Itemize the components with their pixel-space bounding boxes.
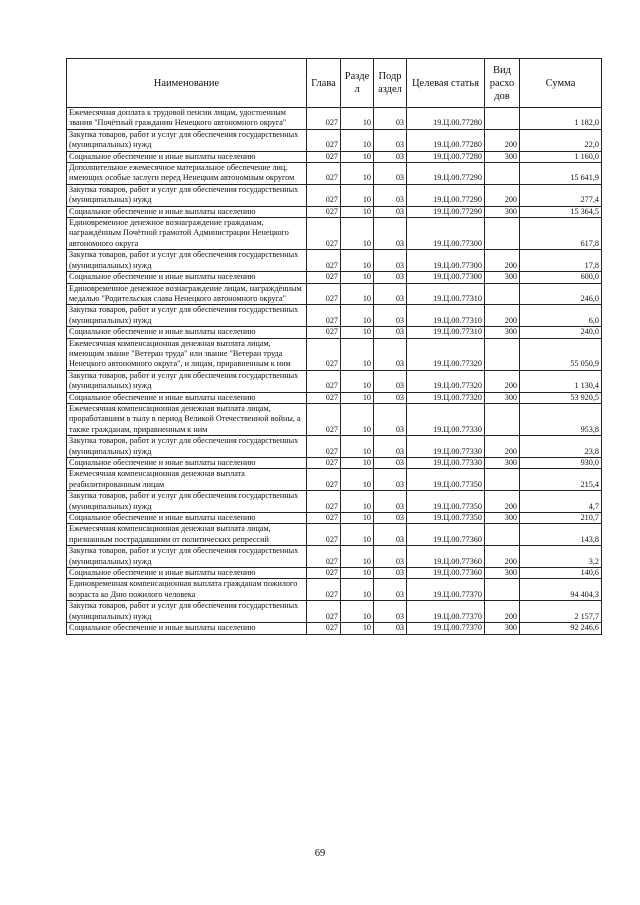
table-row	[67, 327, 602, 338]
cell-podrazdel: 03	[374, 579, 407, 601]
cell-glava: 027	[307, 469, 341, 491]
header-podrazdel: Подр аздел	[374, 59, 407, 108]
cell-name: Социальное обеспечение и иные выплаты населению	[67, 568, 307, 579]
cell-podrazdel: 03	[374, 272, 407, 283]
cell-summa: 210,7	[520, 513, 602, 524]
cell-razdel: 10	[341, 305, 374, 327]
cell-podrazdel: 03	[374, 108, 407, 130]
cell-summa: 246,0	[520, 283, 602, 305]
cell-celevaya-statya: 19.Ц.00.77280	[407, 129, 485, 151]
cell-celevaya-statya: 19.Ц.00.77350	[407, 469, 485, 491]
cell-glava: 027	[307, 305, 341, 327]
cell-name: Социальное обеспечение и иные выплаты населению	[67, 151, 307, 162]
cell-celevaya-statya: 19.Ц.00.77360	[407, 524, 485, 546]
cell-razdel: 10	[341, 272, 374, 283]
cell-celevaya-statya: 19.Ц.00.77330	[407, 436, 485, 458]
cell-celevaya-statya: 19.Ц.00.77360	[407, 568, 485, 579]
table-row	[67, 283, 602, 305]
cell-glava: 027	[307, 546, 341, 568]
cell-glava: 027	[307, 108, 341, 130]
cell-vid-rashodov: 200	[485, 546, 520, 568]
cell-razdel: 10	[341, 524, 374, 546]
cell-podrazdel: 03	[374, 327, 407, 338]
cell-vid-rashodov: 200	[485, 436, 520, 458]
table-row	[67, 129, 602, 151]
table-row	[67, 184, 602, 206]
table-row	[67, 524, 602, 546]
table-row	[67, 305, 602, 327]
cell-name: Закупка товаров, работ и услуг для обеспечения государственных (муниципальных) нужд	[67, 250, 307, 272]
cell-glava: 027	[307, 218, 341, 250]
cell-vid-rashodov: 300	[485, 392, 520, 403]
cell-name: Единовременное денежное вознаграждение гражданам, награждённым Почётной грамотой Администрации Ненецкого автономного округа	[67, 218, 307, 250]
cell-vid-rashodov: 200	[485, 491, 520, 513]
cell-podrazdel: 03	[374, 129, 407, 151]
cell-razdel: 10	[341, 469, 374, 491]
table-row	[67, 338, 602, 370]
cell-summa: 240,0	[520, 327, 602, 338]
cell-vid-rashodov: 300	[485, 327, 520, 338]
cell-celevaya-statya: 19.Ц.00.77300	[407, 272, 485, 283]
cell-celevaya-statya: 19.Ц.00.77310	[407, 327, 485, 338]
header-summa: Сумма	[520, 59, 602, 108]
table-row	[67, 568, 602, 579]
cell-razdel: 10	[341, 338, 374, 370]
cell-glava: 027	[307, 370, 341, 392]
cell-name: Ежемесячная доплата к трудовой пенсии лицам, удостоенным звания "Почётный гражданин Ненецкого автономного округа"	[67, 108, 307, 130]
cell-podrazdel: 03	[374, 305, 407, 327]
cell-celevaya-statya: 19.Ц.00.77320	[407, 338, 485, 370]
cell-name: Закупка товаров, работ и услуг для обеспечения государственных (муниципальных) нужд	[67, 305, 307, 327]
cell-summa: 22,0	[520, 129, 602, 151]
cell-vid-rashodov: 300	[485, 206, 520, 217]
table-row	[67, 370, 602, 392]
cell-podrazdel: 03	[374, 546, 407, 568]
cell-summa: 140,6	[520, 568, 602, 579]
table-row	[67, 151, 602, 162]
cell-summa: 1 160,0	[520, 151, 602, 162]
cell-podrazdel: 03	[374, 338, 407, 370]
cell-name: Закупка товаров, работ и услуг для обеспечения государственных (муниципальных) нужд	[67, 184, 307, 206]
cell-podrazdel: 03	[374, 283, 407, 305]
cell-name: Социальное обеспечение и иные выплаты населению	[67, 272, 307, 283]
cell-glava: 027	[307, 568, 341, 579]
cell-podrazdel: 03	[374, 250, 407, 272]
header-celevaya-statya: Целевая статья	[407, 59, 485, 108]
cell-vid-rashodov: 300	[485, 458, 520, 469]
cell-glava: 027	[307, 184, 341, 206]
cell-celevaya-statya: 19.Ц.00.77370	[407, 579, 485, 601]
cell-podrazdel: 03	[374, 469, 407, 491]
cell-razdel: 10	[341, 546, 374, 568]
cell-name: Социальное обеспечение и иные выплаты населению	[67, 392, 307, 403]
cell-vid-rashodov: 300	[485, 568, 520, 579]
cell-celevaya-statya: 19.Ц.00.77370	[407, 601, 485, 623]
cell-glava: 027	[307, 623, 341, 634]
cell-podrazdel: 03	[374, 392, 407, 403]
cell-summa: 6,0	[520, 305, 602, 327]
cell-podrazdel: 03	[374, 403, 407, 435]
cell-summa: 953,8	[520, 403, 602, 435]
cell-glava: 027	[307, 250, 341, 272]
cell-podrazdel: 03	[374, 513, 407, 524]
cell-summa: 215,4	[520, 469, 602, 491]
header-name: Наименование	[67, 59, 307, 108]
cell-razdel: 10	[341, 327, 374, 338]
cell-razdel: 10	[341, 151, 374, 162]
budget-table	[66, 58, 602, 635]
cell-razdel: 10	[341, 579, 374, 601]
cell-summa: 930,0	[520, 458, 602, 469]
cell-name: Социальное обеспечение и иные выплаты населению	[67, 458, 307, 469]
table-row	[67, 458, 602, 469]
table-row	[67, 546, 602, 568]
cell-podrazdel: 03	[374, 218, 407, 250]
cell-celevaya-statya: 19.Ц.00.77370	[407, 623, 485, 634]
cell-glava: 027	[307, 513, 341, 524]
cell-vid-rashodov: 300	[485, 272, 520, 283]
cell-glava: 027	[307, 338, 341, 370]
cell-podrazdel: 03	[374, 206, 407, 217]
cell-razdel: 10	[341, 370, 374, 392]
cell-vid-rashodov	[485, 403, 520, 435]
cell-summa: 617,8	[520, 218, 602, 250]
cell-glava: 027	[307, 403, 341, 435]
table-row	[67, 601, 602, 623]
cell-summa: 92 246,6	[520, 623, 602, 634]
cell-glava: 027	[307, 436, 341, 458]
cell-razdel: 10	[341, 184, 374, 206]
cell-razdel: 10	[341, 436, 374, 458]
cell-vid-rashodov	[485, 163, 520, 185]
cell-razdel: 10	[341, 163, 374, 185]
header-glava: Глава	[307, 59, 341, 108]
header-razdel: Разде л	[341, 59, 374, 108]
cell-summa: 94 404,3	[520, 579, 602, 601]
cell-celevaya-statya: 19.Ц.00.77330	[407, 458, 485, 469]
cell-celevaya-statya: 19.Ц.00.77320	[407, 392, 485, 403]
cell-celevaya-statya: 19.Ц.00.77290	[407, 184, 485, 206]
cell-celevaya-statya: 19.Ц.00.77310	[407, 283, 485, 305]
table-row	[67, 436, 602, 458]
cell-podrazdel: 03	[374, 458, 407, 469]
table-row	[67, 163, 602, 185]
table-row	[67, 579, 602, 601]
cell-name: Закупка товаров, работ и услуг для обеспечения государственных (муниципальных) нужд	[67, 129, 307, 151]
cell-glava: 027	[307, 327, 341, 338]
cell-celevaya-statya: 19.Ц.00.77280	[407, 151, 485, 162]
cell-vid-rashodov	[485, 218, 520, 250]
cell-vid-rashodov: 200	[485, 370, 520, 392]
cell-summa: 15 641,9	[520, 163, 602, 185]
table-row	[67, 108, 602, 130]
cell-summa: 15 364,5	[520, 206, 602, 217]
table-row	[67, 623, 602, 634]
cell-name: Закупка товаров, работ и услуг для обеспечения государственных (муниципальных) нужд	[67, 370, 307, 392]
cell-celevaya-statya: 19.Ц.00.77360	[407, 546, 485, 568]
cell-summa: 1 130,4	[520, 370, 602, 392]
cell-podrazdel: 03	[374, 491, 407, 513]
cell-name: Закупка товаров, работ и услуг для обеспечения государственных (муниципальных) нужд	[67, 491, 307, 513]
cell-vid-rashodov: 200	[485, 184, 520, 206]
table-row	[67, 469, 602, 491]
cell-vid-rashodov	[485, 338, 520, 370]
cell-glava: 027	[307, 283, 341, 305]
cell-vid-rashodov: 300	[485, 623, 520, 634]
cell-podrazdel: 03	[374, 623, 407, 634]
cell-glava: 027	[307, 151, 341, 162]
cell-summa: 4,7	[520, 491, 602, 513]
cell-glava: 027	[307, 129, 341, 151]
cell-vid-rashodov	[485, 524, 520, 546]
cell-name: Ежемесячная компенсационная денежная выплата лицам, проработавшим в тылу в период Великой Отечественной войны, а также гражданам, приравненным к ним	[67, 403, 307, 435]
cell-vid-rashodov	[485, 108, 520, 130]
cell-glava: 027	[307, 458, 341, 469]
cell-summa: 2 157,7	[520, 601, 602, 623]
cell-celevaya-statya: 19.Ц.00.77290	[407, 163, 485, 185]
cell-name: Ежемесячная компенсационная денежная выплата реабилитированным лицам	[67, 469, 307, 491]
cell-celevaya-statya: 19.Ц.00.77320	[407, 370, 485, 392]
cell-glava: 027	[307, 163, 341, 185]
budget-table-container	[66, 58, 601, 635]
cell-name: Единовременное денежное вознаграждение лицам, награждённым медалью "Родительская слава Ненецкого автономного округа"	[67, 283, 307, 305]
cell-celevaya-statya: 19.Ц.00.77310	[407, 305, 485, 327]
cell-name: Социальное обеспечение и иные выплаты населению	[67, 206, 307, 217]
table-body	[67, 108, 602, 635]
cell-summa: 3,2	[520, 546, 602, 568]
cell-razdel: 10	[341, 623, 374, 634]
cell-podrazdel: 03	[374, 184, 407, 206]
cell-podrazdel: 03	[374, 436, 407, 458]
cell-vid-rashodov: 200	[485, 305, 520, 327]
cell-razdel: 10	[341, 250, 374, 272]
table-row	[67, 272, 602, 283]
cell-summa: 1 182,0	[520, 108, 602, 130]
cell-podrazdel: 03	[374, 568, 407, 579]
cell-celevaya-statya: 19.Ц.00.77300	[407, 250, 485, 272]
cell-name: Единовременная компенсационная выплата гражданам пожилого возраста ко Дню пожилого человека	[67, 579, 307, 601]
cell-vid-rashodov	[485, 283, 520, 305]
cell-name: Закупка товаров, работ и услуг для обеспечения государственных (муниципальных) нужд	[67, 436, 307, 458]
cell-name: Закупка товаров, работ и услуг для обеспечения государственных (муниципальных) нужд	[67, 546, 307, 568]
cell-summa: 17,8	[520, 250, 602, 272]
table-row	[67, 206, 602, 217]
cell-vid-rashodov: 300	[485, 513, 520, 524]
page-number: 69	[314, 848, 326, 859]
cell-razdel: 10	[341, 513, 374, 524]
cell-summa: 277,4	[520, 184, 602, 206]
cell-glava: 027	[307, 206, 341, 217]
cell-razdel: 10	[341, 108, 374, 130]
cell-summa: 53 920,5	[520, 392, 602, 403]
cell-vid-rashodov	[485, 469, 520, 491]
cell-summa: 600,0	[520, 272, 602, 283]
table-row	[67, 250, 602, 272]
cell-razdel: 10	[341, 218, 374, 250]
table-row	[67, 513, 602, 524]
cell-summa: 23,8	[520, 436, 602, 458]
cell-razdel: 10	[341, 601, 374, 623]
cell-razdel: 10	[341, 403, 374, 435]
cell-razdel: 10	[341, 206, 374, 217]
cell-razdel: 10	[341, 283, 374, 305]
cell-summa: 143,8	[520, 524, 602, 546]
cell-name: Закупка товаров, работ и услуг для обеспечения государственных (муниципальных) нужд	[67, 601, 307, 623]
cell-vid-rashodov	[485, 579, 520, 601]
table-header-row	[67, 59, 602, 108]
cell-glava: 027	[307, 392, 341, 403]
cell-glava: 027	[307, 601, 341, 623]
header-vid-rashodov: Вид расхо дов	[485, 59, 520, 108]
cell-vid-rashodov: 200	[485, 250, 520, 272]
cell-razdel: 10	[341, 491, 374, 513]
cell-podrazdel: 03	[374, 163, 407, 185]
table-row	[67, 392, 602, 403]
cell-razdel: 10	[341, 458, 374, 469]
cell-name: Социальное обеспечение и иные выплаты населению	[67, 513, 307, 524]
cell-celevaya-statya: 19.Ц.00.77300	[407, 218, 485, 250]
cell-podrazdel: 03	[374, 151, 407, 162]
cell-vid-rashodov: 200	[485, 129, 520, 151]
cell-celevaya-statya: 19.Ц.00.77330	[407, 403, 485, 435]
cell-name: Ежемесячная компенсационная денежная выплата лицам, имеющим звание "Ветеран труда" или звание "Ветеран труда Ненецкого автономного округа", и лицам, приравненным к ним	[67, 338, 307, 370]
cell-glava: 027	[307, 524, 341, 546]
cell-celevaya-statya: 19.Ц.00.77350	[407, 491, 485, 513]
table-row	[67, 403, 602, 435]
cell-podrazdel: 03	[374, 601, 407, 623]
cell-vid-rashodov: 200	[485, 601, 520, 623]
cell-name: Ежемесячная компенсационная денежная выплата лицам, признанным пострадавшими от политических репрессий	[67, 524, 307, 546]
cell-glava: 027	[307, 579, 341, 601]
cell-glava: 027	[307, 272, 341, 283]
cell-vid-rashodov: 300	[485, 151, 520, 162]
cell-razdel: 10	[341, 129, 374, 151]
table-row	[67, 491, 602, 513]
cell-summa: 55 050,9	[520, 338, 602, 370]
cell-podrazdel: 03	[374, 524, 407, 546]
cell-razdel: 10	[341, 568, 374, 579]
cell-glava: 027	[307, 491, 341, 513]
cell-razdel: 10	[341, 392, 374, 403]
cell-celevaya-statya: 19.Ц.00.77280	[407, 108, 485, 130]
table-row	[67, 218, 602, 250]
cell-celevaya-statya: 19.Ц.00.77350	[407, 513, 485, 524]
cell-name: Дополнительное ежемесячное материальное обеспечение лиц, имеющих особые заслуги перед Ненецким автономным округом	[67, 163, 307, 185]
cell-name: Социальное обеспечение и иные выплаты населению	[67, 623, 307, 634]
cell-celevaya-statya: 19.Ц.00.77290	[407, 206, 485, 217]
cell-name: Социальное обеспечение и иные выплаты населению	[67, 327, 307, 338]
cell-podrazdel: 03	[374, 370, 407, 392]
